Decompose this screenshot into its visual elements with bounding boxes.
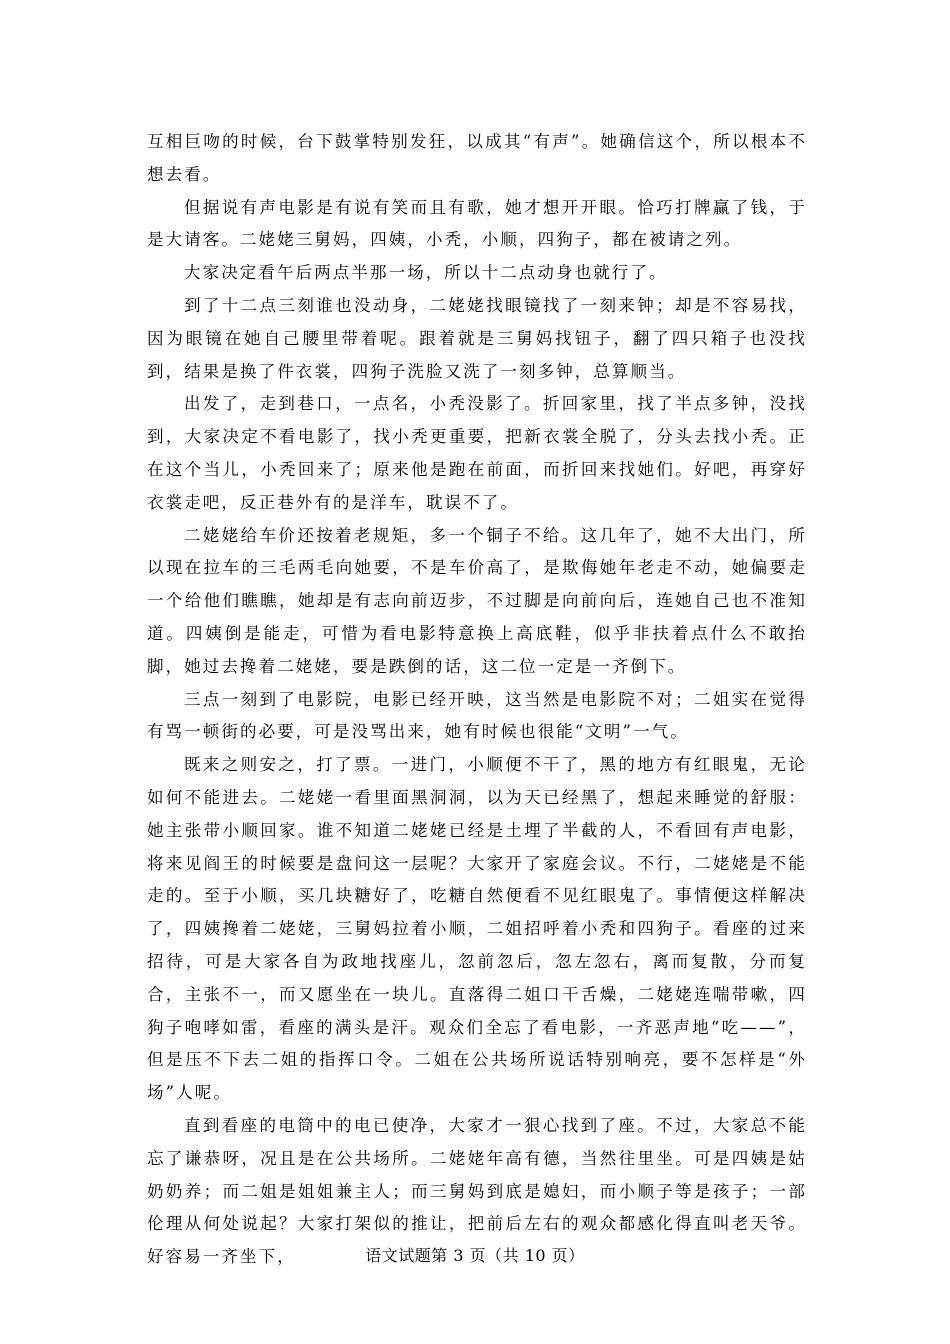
page-number-footer: 语文试题第 3 页（共 10 页） (365, 1246, 585, 1265)
paragraph-9: 直到看座的电筒中的电已使净，大家才一狠心找到了座。不过，大家总不能忘了谦恭呀，况且是在公共场所。二姥姥年高有德，当然往里坐。可是四姨是姑奶奶养；而二姐是姐姐兼主人；而三舅妈到底是媳妇，而小顺子等是孩子；一部伦理从何处说起？大家打架似的推让，把前后左右的观众都感化得直叫老天爷。好容易一齐坐下， (147, 1115, 807, 1267)
paragraph-2: 但据说有声电影是有说有笑而且有歌，她才想开开眼。恰巧打牌赢了钱，于是大请客。二姥姥三舅妈，四姨，小秃，小顺，四狗子，都在被请之列。 (147, 197, 807, 250)
paragraph-6: 二姥姥给车价还按着老规矩，多一个铜子不给。这几年了，她不大出门，所以现在拉车的三毛两毛向她要，不是车价高了，是欺侮她年老走不动，她偏要走一个给他们瞧瞧，她却是有志向前迈步，不过脚是向前向后，连她自己也不准知道。四姨倒是能走，可惜为看电影特意换上高底鞋，似乎非扶着点什么不敢抬脚，她过去搀着二姥姥，要是跌倒的话，这二位一定是一齐倒下。 (147, 525, 807, 676)
paragraph-4: 到了十二点三刻谁也没动身，二姥姥找眼镜找了一刻来钟；却是不容易找，因为眼镜在她自己腰里带着呢。跟着就是三舅妈找钮子，翻了四只箱子也没找到，结果是换了件衣裳，四狗子洗脸又洗了一刻多钟，总算顺当。 (147, 295, 807, 381)
paragraph-3: 大家决定看午后两点半那一场，所以十二点动身也就行了。 (184, 263, 668, 283)
paragraph-5: 出发了，走到巷口，一点名，小秃没影了。折回家里，找了半点多钟，没找到，大家决定不看电影了，找小秃更重要，把新衣裳全脱了，分头去找小秃。正在这个当儿，小秃回来了；原来他是跑在前面，而折回来找她们。好吧，再穿好衣裳走吧，反正巷外有的是洋车，耽误不了。 (147, 394, 807, 512)
page-body (147, 126, 807, 1274)
paragraph-8: 既来之则安之，打了票。一进门，小顺便不干了，黑的地方有红眼鬼，无论如何不能进去。二姥姥一看里面黑洞洞，以为天已经黑了，想起来睡觉的舒服：她主张带小顺回家。谁不知道二姥姥已经是土埋了半截的人，不看回有声电影，将来见阎王的时候要是盘问这一层呢？大家开了家庭会议。不行，二姥姥是不能走的。至于小顺，买几块糖好了，吃糖自然便看不见红眼鬼了。事情便这样解决了，四姨搀着二姥姥，三舅妈拉着小顺，二姐招呼着小秃和四狗子。看座的过来招待，可是大家各自为政地找座儿，忽前忽后，忽左忽右，离而复散，分而复合，主张不一，而又愿坐在一块儿。直落得二姐口干舌燥，二姥姥连喘带嗽，四狗子咆哮如雷，看座的满头是汗。观众们全忘了看电影，一齐恶声地“吃——”，但是压不下去二姐的指挥口令。二姐在公共场所说话特别响亮，要不怎样是“外场”人呢。 (147, 755, 807, 1103)
paragraph-1: 互相巨吻的时候，台下鼓掌特别发狂，以成其“有声”。她确信这个，所以根本不想去看。 (147, 132, 807, 184)
paragraph-7: 三点一刻到了电影院，电影已经开映，这当然是电影院不对；二姐实在觉得有骂一顿街的必要，可是没骂出来，她有时候也很能“文明”一气。 (147, 689, 807, 742)
